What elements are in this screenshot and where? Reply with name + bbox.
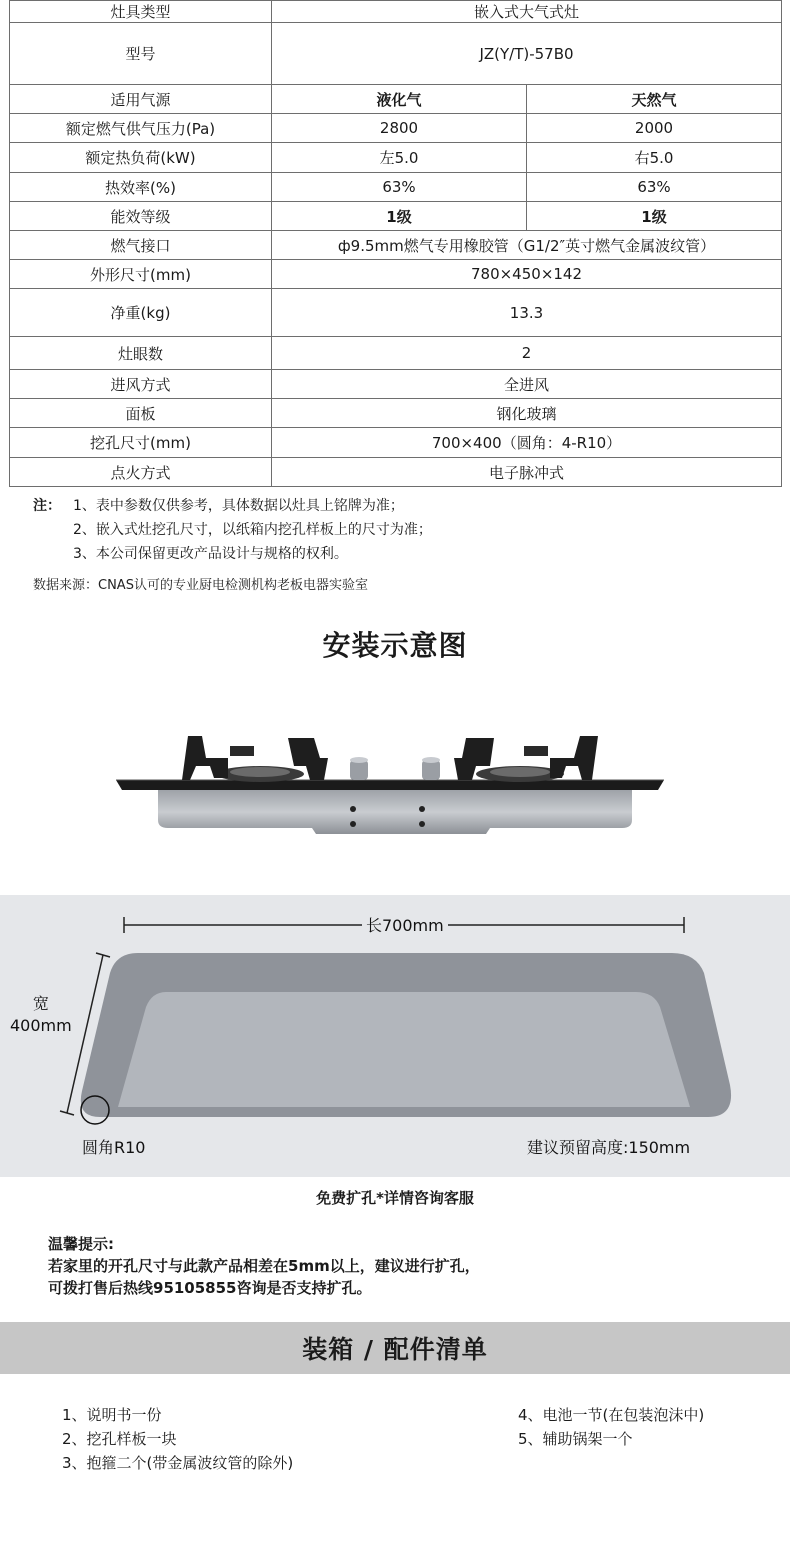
spec-row-gas-source [10,85,782,114]
length-label: 长700mm [362,913,448,936]
spec-row-heat-load [10,143,782,173]
spec-label: 净重(kg) [10,289,272,337]
packing-item: 5、辅助锅架一个 [518,1430,633,1448]
width-label [10,993,72,1037]
packing-list-left [62,1403,293,1475]
corner-label: 圆角R10 [82,1138,146,1157]
spec-row-burners [10,337,782,370]
spec-row-model [10,23,782,85]
spec-value-right: 1级 [527,202,782,231]
spec-row-weight [10,289,782,337]
spec-row-efficiency [10,173,782,202]
spec-label: 能效等级 [10,202,272,231]
tips [48,1233,480,1299]
spec-value-right: 63% [527,173,782,202]
spec-value: 780×450×142 [272,260,782,289]
spec-row-ignition [10,458,782,487]
spec-value-right: 右5.0 [527,143,782,173]
spec-label: 挖孔尺寸(mm) [10,428,272,458]
spec-value-left: 63% [272,173,527,202]
spec-value: 700×400（圆角：4-R10） [272,428,782,458]
notes-prefix: 注： [33,498,61,514]
packing-item: 4、电池一节(在包装泡沫中) [518,1406,705,1424]
spec-row-gas-interface [10,231,782,260]
spec-label: 点火方式 [10,458,272,487]
spec-value: 全进风 [272,370,782,399]
spec-value-right: 2000 [527,114,782,143]
spec-label: 燃气接口 [10,231,272,260]
spec-label: 热效率(%) [10,173,272,202]
spec-label: 外形尺寸(mm) [10,260,272,289]
spec-table [9,0,782,487]
spec-label: 灶具类型 [10,1,272,23]
packing-item: 3、抱箍二个(带金属波纹管的除外) [62,1454,294,1472]
note-item: 2、嵌入式灶挖孔尺寸，以纸箱内挖孔样板上的尺寸为准； [73,522,432,538]
spec-label: 进风方式 [10,370,272,399]
packing-item: 2、挖孔样板一块 [62,1430,177,1448]
notes [33,494,432,566]
spec-value: 2 [272,337,782,370]
install-title: 安装示意图 [322,629,468,662]
packing-list-right [518,1403,704,1451]
spec-value: 嵌入式大气式灶 [272,1,782,23]
note-item: 3、本公司保留更改产品设计与规格的权利。 [73,546,348,562]
height-label: 建议预留高度:150mm [527,1138,691,1157]
spec-value: 13.3 [272,289,782,337]
spec-label: 面板 [10,399,272,428]
spec-label: 型号 [10,23,272,85]
spec-row-dimensions [10,260,782,289]
note-item: 1、表中参数仅供参考，具体数据以灶具上铭牌为准； [73,498,404,514]
spec-label: 灶眼数 [10,337,272,370]
spec-label: 适用气源 [10,85,272,114]
spec-value: 钢化玻璃 [272,399,782,428]
spec-row-pressure [10,114,782,143]
spec-value: 电子脉冲式 [272,458,782,487]
spec-row-panel [10,399,782,428]
spec-label: 额定热负荷(kW) [10,143,272,173]
packing-item: 1、说明书一份 [62,1406,162,1424]
spec-value-left: 左5.0 [272,143,527,173]
spec-row-air-intake [10,370,782,399]
spec-value: ф9.5mm燃气专用橡胶管（G1/2″英寸燃气金属波纹管） [272,231,782,260]
data-source: 数据来源：CNAS认可的专业厨电检测机构老板电器实验室 [33,578,368,593]
spec-row-energy-grade [10,202,782,231]
spec-value-left: 1级 [272,202,527,231]
width-label-line1: 宽 [32,994,49,1013]
tips-line: 若家里的开孔尺寸与此款产品相差在5mm以上，建议进行扩孔， [48,1257,480,1275]
width-label-line2: 400mm [10,1016,72,1035]
spec-value-left: 液化气 [272,85,527,114]
spec-value-left: 2800 [272,114,527,143]
tips-title: 温馨提示: [48,1235,114,1253]
cutout-diagram [0,895,790,1177]
stove-illustration [110,728,670,840]
spec-value-right: 天然气 [527,85,782,114]
tips-line: 可拨打售后热线95105855咨询是否支持扩孔。 [48,1279,372,1297]
spec-row-cutout [10,428,782,458]
spec-label: 额定燃气供气压力(Pa) [10,114,272,143]
spec-row-stove-type [10,1,782,23]
spec-value: JZ(Y/T)-57B0 [272,23,782,85]
packing-title: 装箱 / 配件清单 [0,1322,790,1374]
free-expand-note: 免费扩孔*详情咨询客服 [316,1189,474,1207]
